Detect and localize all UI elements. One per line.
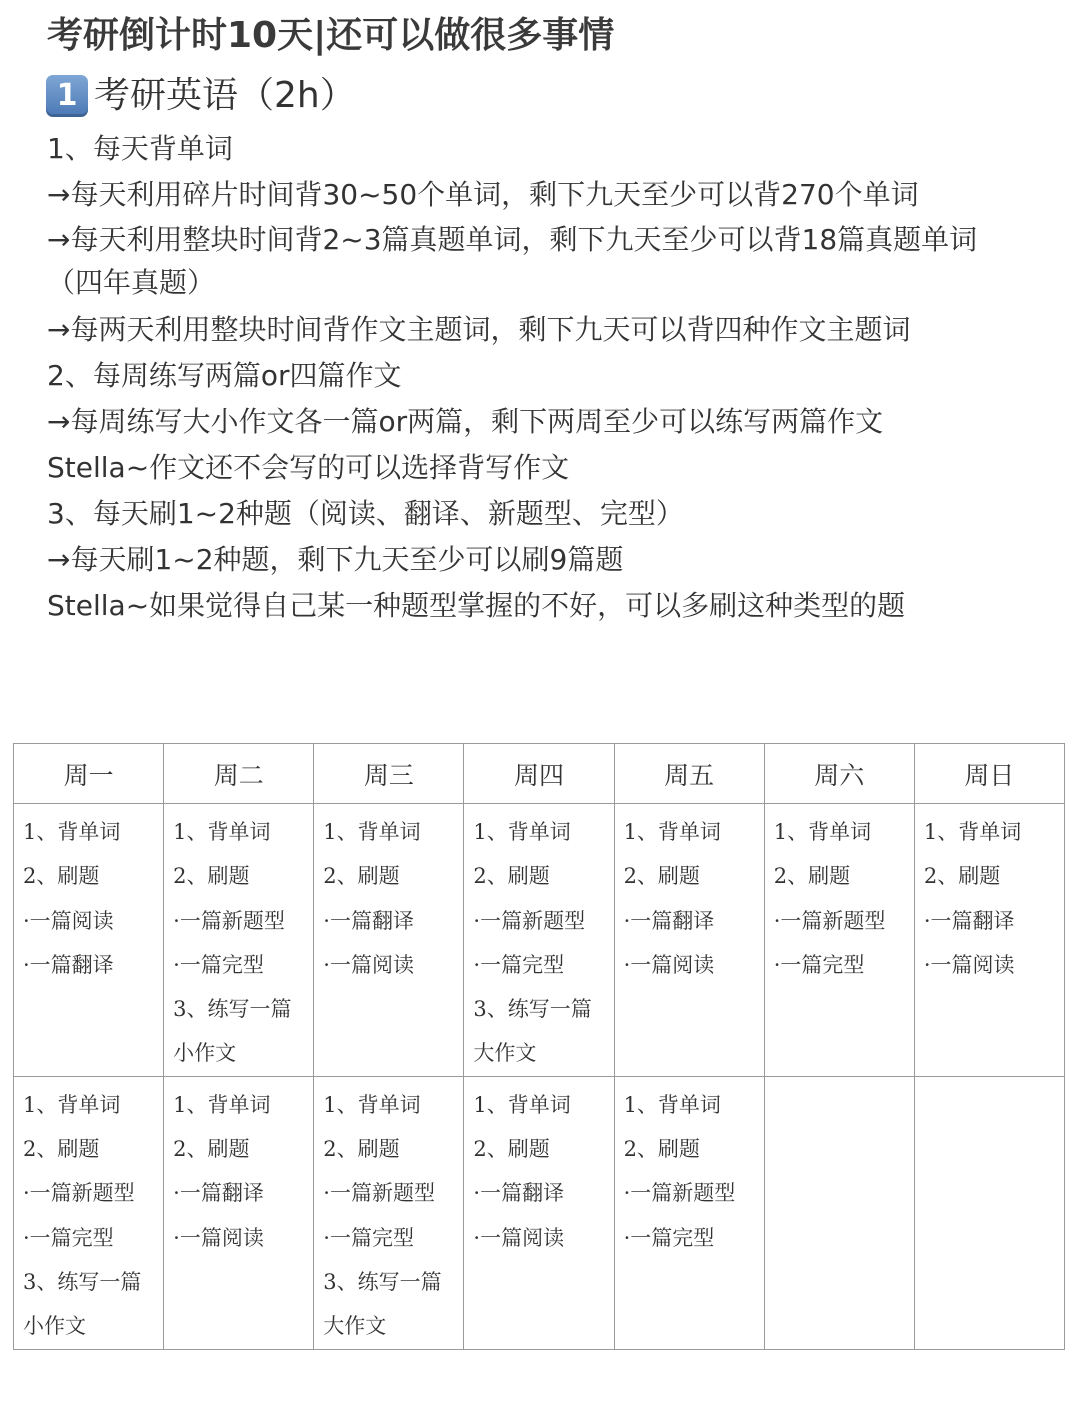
- schedule-cell: [14, 1076, 164, 1349]
- schedule-item: 1、背单词: [623, 820, 721, 844]
- schedule-item: 2、刷题: [623, 1137, 700, 1162]
- schedule-item: 2、刷题: [173, 864, 250, 889]
- schedule-item: ·一篇新题型: [623, 1181, 736, 1206]
- schedule-cell: [14, 804, 164, 1077]
- schedule-item: ·一篇完型: [473, 952, 565, 977]
- schedule-item: ·一篇完型: [623, 1225, 715, 1250]
- schedule-item: ·一篇新题型: [323, 1181, 435, 1206]
- schedule-item: 1、背单词: [173, 820, 271, 844]
- schedule-item: 1、背单词: [773, 820, 872, 844]
- schedule-item: ·一篇翻译: [623, 908, 715, 933]
- schedule-item: 3、练写一篇: [173, 997, 292, 1022]
- schedule-cell: [164, 804, 314, 1077]
- body-line: →每周练写大小作文各一篇or两篇，剩下两周至少可以练写两篇作文: [47, 405, 884, 438]
- schedule-item: 1、背单词: [473, 1092, 571, 1117]
- body-line: Stella~如果觉得自己某一种题型掌握的不好，可以多刷这种类型的题: [47, 589, 906, 622]
- schedule-item: ·一篇阅读: [23, 908, 114, 933]
- body-line: →每两天利用整块时间背作文主题词，剩下九天可以背四种作文主题词: [47, 313, 911, 346]
- schedule-item: ·一篇完型: [773, 952, 865, 977]
- day-header: 周四: [464, 744, 614, 804]
- schedule-item: ·一篇阅读: [473, 1225, 565, 1250]
- table-row: [14, 804, 1065, 1077]
- schedule-item: 2、刷题: [23, 864, 100, 889]
- day-header: 周六: [764, 744, 914, 804]
- schedule-item: 3、练写一篇: [473, 997, 592, 1022]
- schedule-cell: [314, 1076, 464, 1349]
- schedule-item: ·一篇完型: [173, 952, 264, 977]
- section-heading-text: 考研英语（2h）: [94, 75, 356, 116]
- schedule-item: ·一篇阅读: [323, 952, 414, 977]
- table-header-row: [14, 744, 1065, 804]
- day-header: 周二: [164, 744, 314, 804]
- schedule-item: 2、刷题: [623, 864, 700, 889]
- schedule-item: 2、刷题: [323, 1137, 400, 1162]
- table-row: [14, 1076, 1065, 1349]
- schedule-cell: [614, 804, 764, 1077]
- schedule-item: ·一篇新题型: [23, 1181, 135, 1206]
- weekly-schedule-table: [13, 743, 1065, 1350]
- body-line: →每天刷1~2种题，剩下九天至少可以刷9篇题: [47, 543, 624, 576]
- schedule-item: 2、刷题: [323, 864, 400, 889]
- schedule-item: 大作文: [323, 1314, 387, 1339]
- page-title: 考研倒计时10天|还可以做很多事情: [47, 15, 615, 56]
- schedule-item: 2、刷题: [923, 864, 1001, 889]
- schedule-item: ·一篇新题型: [173, 908, 285, 933]
- schedule-item: 小作文: [23, 1314, 86, 1339]
- schedule-item: ·一篇阅读: [173, 1225, 264, 1250]
- schedule-item: 1、背单词: [473, 820, 571, 844]
- schedule-cell: [914, 804, 1064, 1077]
- schedule-item: ·一篇新题型: [473, 908, 586, 933]
- body-line: 2、每周练写两篇or四篇作文: [47, 359, 402, 392]
- schedule-item: 2、刷题: [473, 1137, 550, 1162]
- day-header: 周日: [914, 744, 1064, 804]
- schedule-item: ·一篇翻译: [173, 1181, 264, 1206]
- schedule-item: 3、练写一篇: [323, 1269, 442, 1294]
- schedule-cell: [314, 804, 464, 1077]
- schedule-cell: [614, 1076, 764, 1349]
- section-heading: [46, 72, 356, 120]
- keycap-number-icon: 1: [46, 75, 88, 117]
- schedule-item: 2、刷题: [773, 864, 851, 889]
- schedule-item: 2、刷题: [473, 864, 550, 889]
- schedule-cell: [764, 1076, 914, 1349]
- day-header: 周五: [614, 744, 764, 804]
- schedule-item: 小作文: [173, 1041, 237, 1066]
- schedule-item: 1、背单词: [173, 1092, 271, 1117]
- schedule-cell: [914, 1076, 1064, 1349]
- schedule-item: ·一篇完型: [23, 1225, 114, 1250]
- schedule-item: 2、刷题: [173, 1137, 250, 1162]
- body-line: →每天利用碎片时间背30~50个单词，剩下九天至少可以背270个单词: [47, 178, 919, 211]
- schedule-item: ·一篇翻译: [923, 908, 1015, 933]
- body-line: Stella~作文还不会写的可以选择背写作文: [47, 451, 570, 484]
- day-header: 周三: [314, 744, 464, 804]
- schedule-item: ·一篇阅读: [923, 952, 1015, 977]
- schedule-cell: [464, 804, 614, 1077]
- schedule-item: ·一篇完型: [323, 1225, 414, 1250]
- schedule-item: ·一篇新题型: [773, 908, 886, 933]
- schedule-item: 3、练写一篇: [23, 1269, 142, 1294]
- body-line: 1、每天背单词: [47, 132, 233, 165]
- schedule-item: 1、背单词: [623, 1092, 721, 1117]
- schedule-item: 2、刷题: [23, 1137, 100, 1162]
- schedule-item: 1、背单词: [23, 1092, 121, 1117]
- body-line: →每天利用整块时间背2~3篇真题单词，剩下九天至少可以背18篇真题单词（四年真题）: [47, 223, 978, 299]
- schedule-item: 1、背单词: [923, 820, 1022, 844]
- body-text: [47, 126, 1032, 629]
- schedule-item: ·一篇翻译: [473, 1181, 565, 1206]
- schedule-item: ·一篇阅读: [623, 952, 715, 977]
- schedule-item: 1、背单词: [323, 820, 421, 844]
- schedule-cell: [164, 1076, 314, 1349]
- schedule-item: 大作文: [473, 1041, 537, 1066]
- schedule-item: ·一篇翻译: [323, 908, 414, 933]
- schedule-item: 1、背单词: [23, 820, 121, 844]
- body-line: 3、每天刷1~2种题（阅读、翻译、新题型、完型）: [47, 497, 684, 530]
- schedule-item: ·一篇翻译: [23, 952, 114, 977]
- schedule-cell: [764, 804, 914, 1077]
- day-header: 周一: [14, 744, 164, 804]
- schedule-item: 1、背单词: [323, 1092, 421, 1117]
- schedule-cell: [464, 1076, 614, 1349]
